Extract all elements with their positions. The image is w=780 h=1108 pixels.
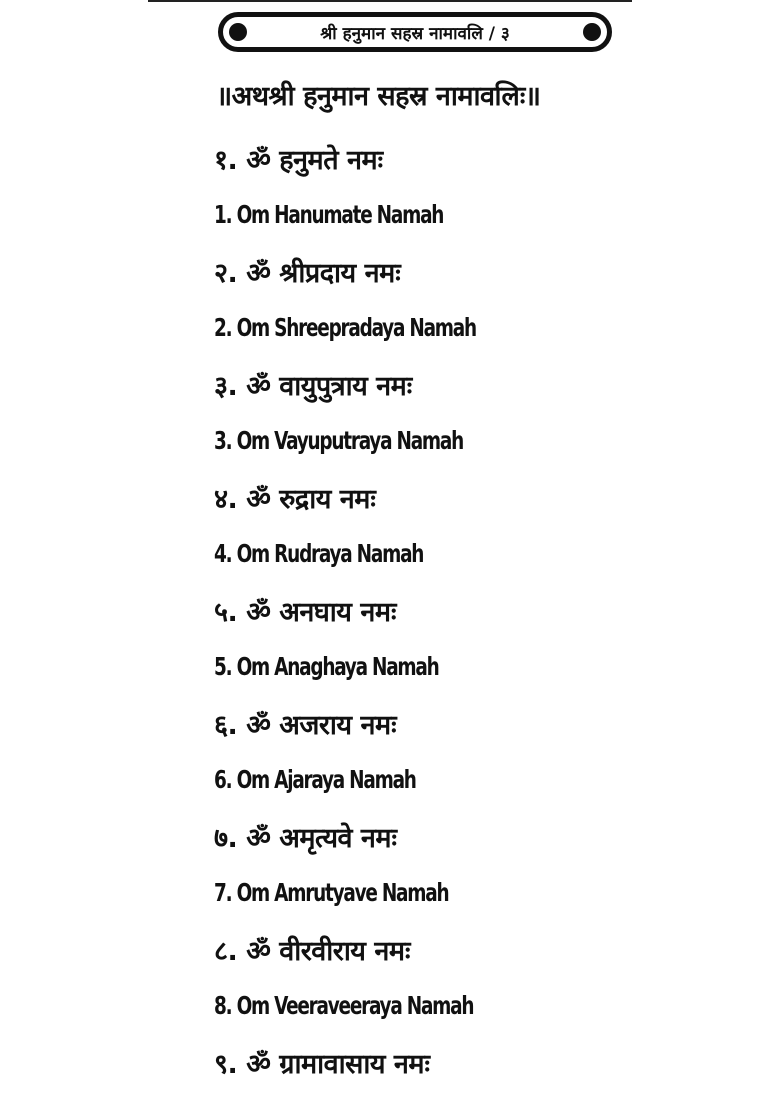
name-list: [214, 130, 734, 1091]
entry-5-roman: 5. Om Anaghaya Namah: [214, 652, 439, 682]
entry-2-devanagari: २. ॐ श्रीप्रदाय नमः: [214, 257, 401, 289]
entry-4-devanagari: ४. ॐ रुद्राय नमः: [214, 483, 376, 515]
entry-3-roman: 3. Om Vayuputraya Namah: [214, 426, 464, 456]
entry-1-devanagari: १. ॐ हनुमते नमः: [214, 144, 383, 176]
entry-5-devanagari: ५. ॐ अनघाय नमः: [214, 596, 396, 628]
entry-8-roman: 8. Om Veeraveeraya Namah: [214, 991, 474, 1021]
entry-6-roman: 6. Om Ajaraya Namah: [214, 765, 416, 795]
entry-1-roman: 1. Om Hanumate Namah: [214, 200, 444, 230]
entry-9-devanagari: ९. ॐ ग्रामावासाय नमः: [214, 1048, 430, 1080]
entry-3-devanagari: ३. ॐ वायुपुत्राय नमः: [214, 370, 412, 402]
entry-2-roman: 2. Om Shreepradaya Namah: [214, 313, 476, 343]
entry-6-devanagari: ६. ॐ अजराय नमः: [214, 709, 397, 741]
page-header: [218, 12, 612, 52]
top-rule: [148, 0, 632, 2]
entry-8-devanagari: ८. ॐ वीरवीराय नमः: [214, 935, 410, 967]
page-header-title: श्री हनुमान सहस्र नामावलि / ३: [320, 23, 510, 44]
main-heading: ॥अथश्री हनुमान सहस्र नामावलिः॥: [216, 81, 541, 112]
entry-4-roman: 4. Om Rudraya Namah: [214, 539, 424, 569]
entry-7-roman: 7. Om Amrutyave Namah: [214, 878, 449, 908]
entry-7-devanagari: ७. ॐ अमृत्यवे नमः: [214, 822, 397, 854]
